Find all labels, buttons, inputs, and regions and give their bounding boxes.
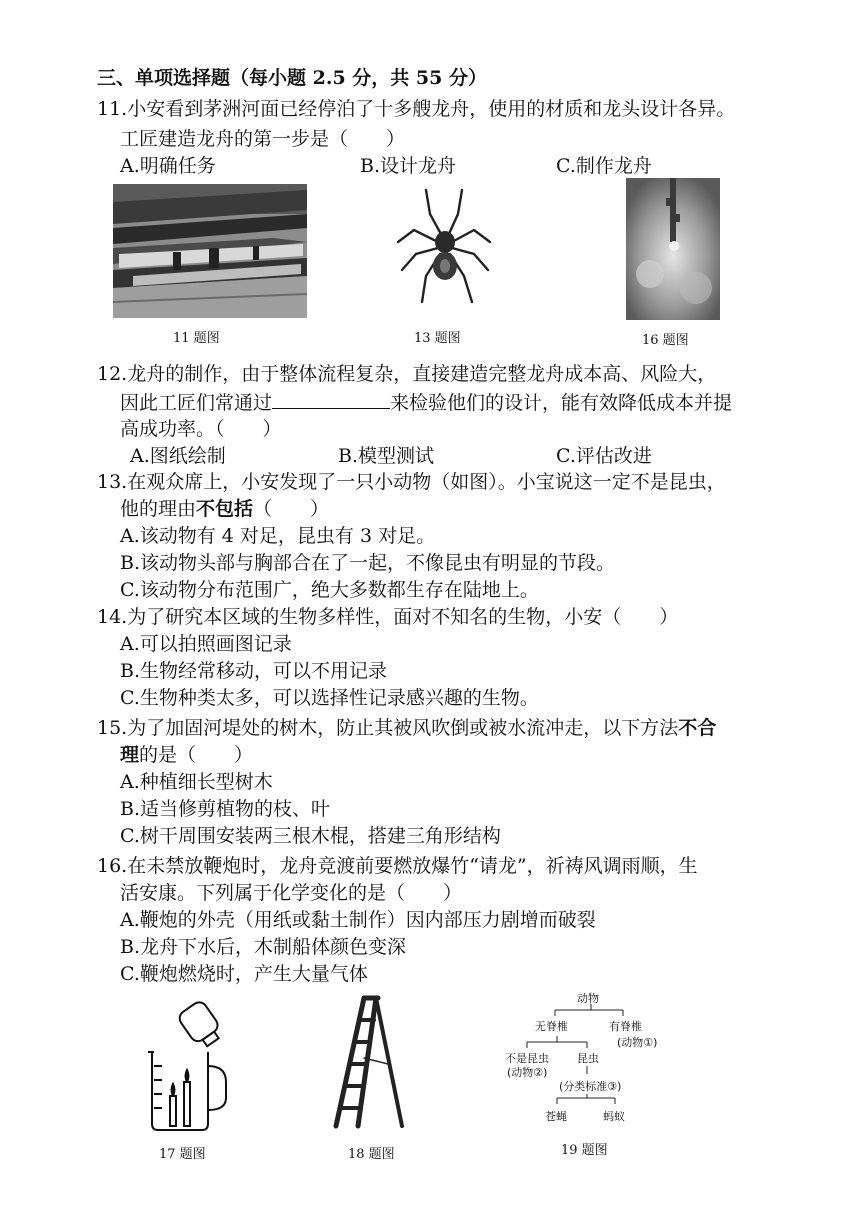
- animal-classification-tree: [505, 990, 705, 1130]
- dragon-boat-photo: [113, 184, 307, 318]
- q15-option-c: C.树干周围安装两三根木棍，搭建三角形结构: [120, 825, 501, 847]
- q16-option-a: A.鞭炮的外壳（用纸或黏土制作）因内部压力剧增而破裂: [120, 909, 596, 931]
- q16-option-c: C.鞭炮燃烧时，产生大量气体: [120, 963, 368, 985]
- tree-non-insect: 不是昆虫: [505, 1052, 549, 1065]
- q15-option-b: B.适当修剪植物的枝、叶: [120, 798, 331, 820]
- q12-stem-line1: 12.龙舟的制作，由于整体流程复杂，直接建造完整龙舟成本高、风险大，: [97, 363, 717, 385]
- q16-option-b: B.龙舟下水后，木制船体颜色变深: [120, 936, 407, 958]
- q13-stem-part1: 他的理由: [120, 498, 197, 520]
- q15-option-a: A.种植细长型树木: [120, 771, 273, 793]
- q12-option-b: B.模型测试: [338, 445, 435, 467]
- tree-criterion: (分类标准③): [559, 1080, 622, 1093]
- q14-option-b: B.生物经常移动，可以不用记录: [120, 660, 388, 682]
- q12-stem-line2-part2: 来检验他们的设计，能有效降低成本并提: [390, 392, 733, 414]
- q14-option-a: A.可以拍照画图记录: [120, 633, 292, 655]
- q13-stem-line1: 13.在观众席上，小安发现了一只小动物（如图）。小宝说这一定不是昆虫，: [97, 471, 726, 493]
- fig11-caption: 11 题图: [173, 331, 220, 346]
- q15-stem-line2: [120, 743, 253, 767]
- tree-insect: 昆虫: [577, 1052, 599, 1065]
- q16-stem-line1: 16.在未禁放鞭炮时，龙舟竞渡前要燃放爆竹“请龙”，祈祷风调雨顺，生: [97, 855, 698, 877]
- tree-leaf-fly: 苍蝇: [545, 1110, 567, 1123]
- q12-stem-line2: [120, 390, 732, 415]
- tree-non-insect-note: (动物②): [507, 1066, 548, 1079]
- fig13-caption: 13 题图: [414, 331, 461, 346]
- ladder-drawing: [328, 994, 408, 1134]
- q11-option-b: B.设计龙舟: [360, 155, 457, 177]
- q13-option-c: C.该动物分布范围广，绝大多数都生存在陆地上。: [120, 579, 539, 601]
- q12-option-a: A.图纸绘制: [130, 445, 226, 467]
- q13-stem-line2: [120, 497, 329, 521]
- q13-emphasis: 不包括: [196, 498, 254, 520]
- tree-vertebrate: 有脊椎: [609, 1020, 642, 1033]
- fig16-caption: 16 题图: [642, 333, 689, 348]
- fill-in-blank: [272, 390, 390, 409]
- tree-root: 动物: [577, 992, 599, 1005]
- q13-option-b: B.该动物头部与胸部合在了一起，不像昆虫有明显的节段。: [120, 552, 616, 574]
- fig19-caption: 19 题图: [561, 1143, 608, 1158]
- q15-stem-part1: 15.为了加固河堤处的树木，防止其被风吹倒或被水流冲走，以下方法: [97, 717, 679, 739]
- q11-stem-line1: 11.小安看到茅洲河面已经停泊了十多艘龙舟，使用的材质和龙头设计各异。: [97, 98, 736, 120]
- q14-option-c: C.生物种类太多，可以选择性记录感兴趣的生物。: [120, 687, 539, 709]
- tree-vertebrate-note: (动物①): [617, 1036, 658, 1049]
- q15-emphasis-1: 不合: [678, 717, 717, 739]
- q15-stem-line1: [97, 716, 716, 740]
- tree-invertebrate: 无脊椎: [535, 1020, 568, 1033]
- q12-stem-line3: 高成功率。（ ）: [120, 418, 282, 440]
- q14-stem: 14.为了研究本区域的生物多样性，面对不知名的生物，小安（ ）: [97, 606, 679, 628]
- q15-stem-part2: 的是（ ）: [139, 744, 254, 766]
- q16-stem-line2: 活安康。下列属于化学变化的是（ ）: [120, 882, 463, 904]
- q12-option-c: C.评估改进: [556, 445, 652, 467]
- q12-stem-line2-part1: 因此工匠们常通过: [120, 392, 273, 414]
- tree-leaf-ant: 蚂蚁: [603, 1110, 625, 1123]
- q11-option-a: A.明确任务: [120, 155, 216, 177]
- q11-option-c: C.制作龙舟: [556, 155, 652, 177]
- fig17-caption: 17 题图: [159, 1147, 206, 1162]
- firecracker-smoke-photo: [626, 178, 720, 320]
- q13-stem-part3: （ ）: [253, 498, 330, 520]
- q11-stem-line2: 工匠建造龙舟的第一步是（ ）: [120, 128, 406, 150]
- section-title: 三、单项选择题（每小题 2.5 分，共 55 分）: [97, 67, 487, 89]
- q15-emphasis-2: 理: [120, 744, 140, 766]
- spider-image: [392, 184, 496, 318]
- fig18-caption: 18 题图: [348, 1147, 395, 1162]
- q13-option-a: A.该动物有 4 对足，昆虫有 3 对足。: [120, 525, 436, 547]
- pouring-experiment-drawing: [140, 994, 240, 1134]
